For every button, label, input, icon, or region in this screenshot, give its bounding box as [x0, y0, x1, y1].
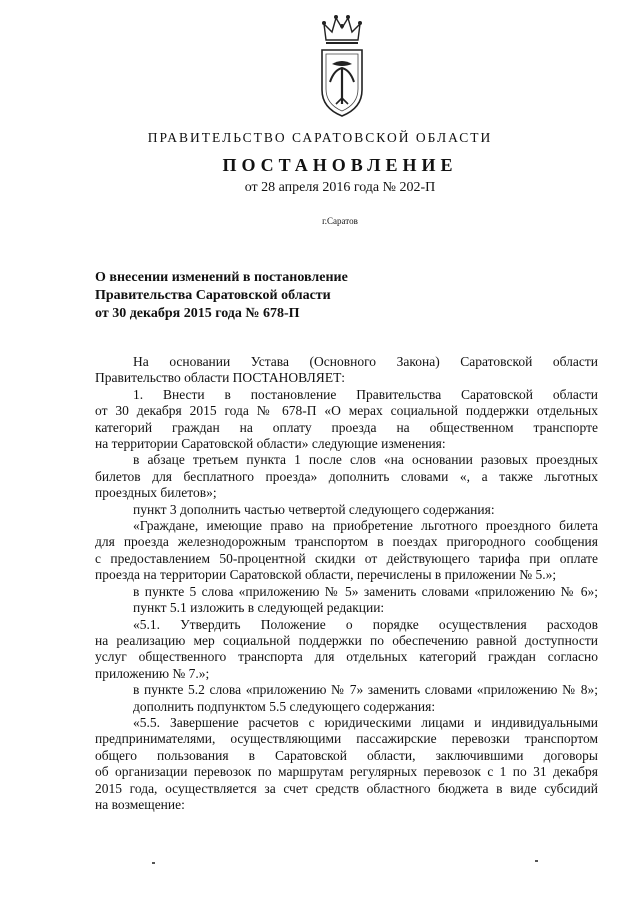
body-line: категорий граждан на оплату проезда на общественном транспорте: [95, 419, 598, 435]
body-line: билетов для бесплатного проезда» дополнить словами «, а также льготных: [95, 468, 598, 484]
subject-line: Правительства Саратовской области: [95, 288, 331, 303]
body-line: 2015 года, осуществляется за счет средств областного бюджета в виде субсидий: [95, 780, 598, 796]
body-line: об организации перевозок по маршрутам регулярных перевозок с 1 по 31 декабря: [95, 764, 598, 780]
document-city: г.Саратов: [322, 216, 358, 226]
body-line: с предоставлением 50-процентной скидки от действующего тарифа при оплате: [95, 550, 598, 566]
body-line: в пункте 5.2 слова «приложению № 7» заменить словами «приложению № 8»;: [133, 682, 598, 698]
body-line: 1. Внести в постановление Правительства Саратовской области: [133, 386, 598, 402]
document-body: [95, 354, 598, 813]
body-line: в абзаце третьем пункта 1 после слов «на основании разовых проездных: [133, 452, 598, 468]
body-line: Правительство области ПОСТАНОВЛЯЕТ:: [95, 370, 346, 386]
body-line: на реализацию мер социальной поддержки по обеспечению равной доступности: [95, 632, 598, 648]
body-line: от 30 декабря 2015 года № 678-П «О мерах социальной поддержки отдельных: [95, 403, 598, 419]
subject-line: О внесении изменений в постановление: [95, 270, 348, 285]
body-line: пункт 3 дополнить частью четвертой следующего содержания:: [133, 501, 495, 517]
body-line: услуг общественного транспорта для отдельных категорий граждан согласно: [95, 649, 598, 665]
body-line: приложению № 7.»;: [95, 665, 210, 681]
document-subject: [95, 269, 348, 323]
scan-speck: [535, 860, 538, 862]
body-line: На основании Устава (Основного Закона) Саратовской области: [133, 354, 598, 369]
body-line: в пункте 5 слова «приложению № 5» заменить словами «приложению № 6»;: [133, 583, 598, 599]
coat-of-arms-emblem: [318, 12, 366, 122]
body-line: «5.1. Утвердить Положение о порядке осуществления расходов: [133, 616, 598, 632]
body-line: на территории Саратовской области» следующие изменения:: [95, 436, 446, 452]
body-line: «5.5. Завершение расчетов с юридическими лицами и индивидуальными: [133, 714, 598, 730]
body-line: пункт 5.1 изложить в следующей редакции:: [133, 600, 385, 616]
subject-line: от 30 декабря 2015 года № 678-П: [95, 306, 300, 321]
government-name: ПРАВИТЕЛЬСТВО САРАТОВСКОЙ ОБЛАСТИ: [147, 130, 493, 145]
body-line: на возмещение:: [95, 796, 185, 812]
document-kind: ПОСТАНОВЛЕНИЕ: [222, 155, 458, 175]
body-line: дополнить подпунктом 5.5 следующего содержания:: [133, 698, 436, 714]
document-date-number: от 28 апреля 2016 года № 202-П: [244, 180, 436, 195]
body-line: проезда на территории Саратовской области, перечислены в приложении № 5.»;: [95, 567, 557, 583]
body-line: предпринимателями, осуществляющими пассажирские перевозки транспортом: [95, 731, 598, 747]
body-line: для проезда железнодорожным транспортом в поездах пригородного сообщения: [95, 534, 598, 550]
body-line: «Граждане, имеющие право на приобретение льготного проездного билета: [133, 518, 598, 534]
scan-speck: [152, 862, 155, 864]
body-line: общего пользования в Саратовской области, заключившими договоры: [95, 747, 598, 763]
body-line: проездных билетов»;: [95, 485, 217, 501]
